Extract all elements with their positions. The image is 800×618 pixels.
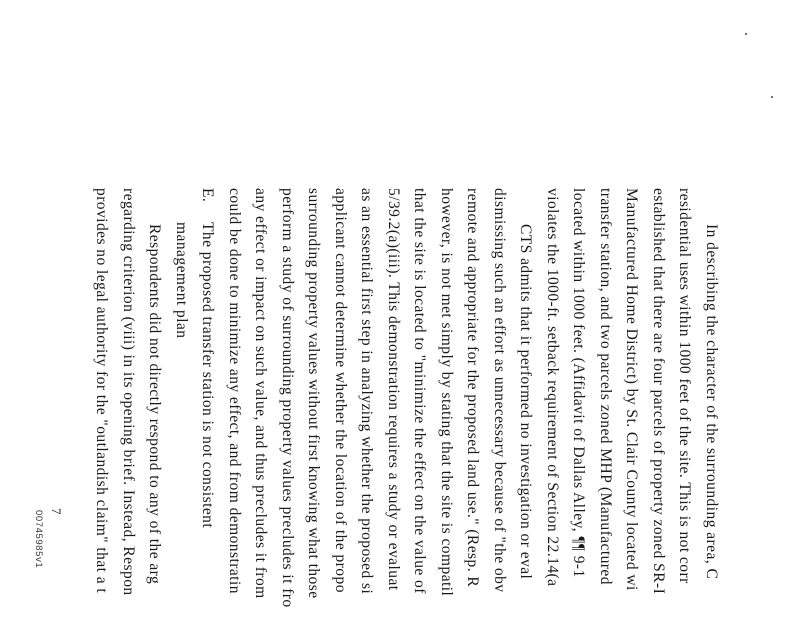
text-line: remote and appropriate for the proposed land use." (Resp. R [464, 188, 482, 588]
text-line: residential uses within 1000 feet of the site. This is not corr [676, 188, 694, 584]
page-number: 7 [49, 508, 64, 515]
text-line: perform a study of surrounding property values precludes it fro [279, 188, 296, 608]
heading-continuation: management plan [173, 222, 190, 339]
text-line: located within 1000 feet. (Affidavit of Dallas Alley, ¶¶ 9-1 [570, 188, 588, 578]
text-line: established that there are four parcels of property zoned SR-I [650, 188, 667, 595]
text-line: 5/39.2(a)(iii). This demonstration requires a study or evaluat [385, 188, 402, 591]
text-line: In describing the character of the surrounding area, C [703, 224, 720, 580]
text-line: CTS admits that it performed no investigation or eval [517, 224, 535, 580]
text-line: transfer station, and two parcels zoned MHP (Manufactured [597, 188, 614, 585]
text-line: any effect or impact on such value, and thus precludes it from [252, 188, 270, 599]
text-line: that the site is located to "minimize the effect on the value of [411, 188, 429, 594]
text-line: applicant cannot determine whether the location of the propo [332, 188, 349, 593]
text-line: surrounding property values without first knowing what those [305, 188, 323, 599]
text-line: Manufactured Home District) by St. Clair County located wi [623, 188, 641, 591]
scan-speck [771, 96, 773, 98]
heading-text: The proposed transfer station is not consistent [199, 222, 217, 529]
section-heading [194, 188, 221, 618]
scan-speck [745, 33, 747, 35]
text-line: could be done to minimize any effect, and from demonstratin [226, 188, 243, 594]
text-line: Respondents did not directly respond to any of the arg [146, 224, 164, 585]
text-line: however, is not met simply by stating that the site is compatil [438, 188, 455, 597]
text-line: violates the 1000-ft. setback requirement of Section 22.14(a [544, 188, 561, 587]
rotated-text-block [88, 188, 724, 618]
text-line: as an essential first step in analyzing whether the proposed si [358, 188, 376, 595]
document-id: 00745985v1 [33, 510, 44, 569]
text-line: regarding criterion (viii) in its opening brief. Instead, Respon [120, 188, 137, 596]
text-line: dismissing such an effort as unnecessary because of "the obv [491, 188, 508, 593]
heading-letter: E. [199, 188, 217, 203]
text-line: provides no legal authority for the "outlandish claim" that a t [93, 188, 111, 594]
